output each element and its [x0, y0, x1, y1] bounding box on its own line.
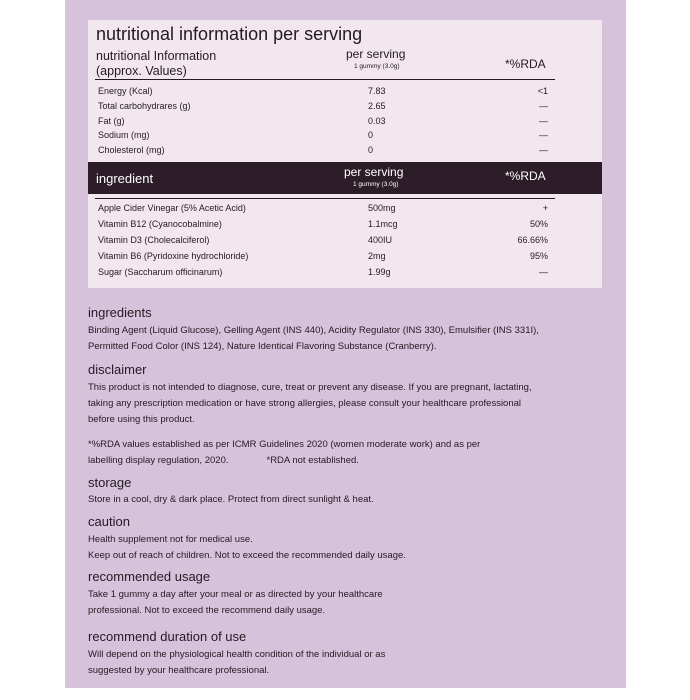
- storage-line: Store in a cool, dry & dark place. Protect from direct sunlight & heat.: [88, 494, 374, 505]
- ingredient-rda: 50%: [529, 219, 548, 229]
- caution-text: [88, 532, 406, 564]
- nutrient-value: 2.65: [368, 101, 386, 111]
- nutrient-name: Energy (Kcal): [98, 86, 153, 96]
- nutrition-header-divider: [95, 79, 555, 80]
- caution-line: Keep out of reach of children. Not to exceed the recommended daily usage.: [88, 550, 406, 561]
- nutrition-col-serving: per serving: [346, 47, 406, 61]
- ingredient-rda: 95%: [529, 251, 548, 261]
- ingredient-rda: —: [539, 267, 548, 277]
- nutrient-rda: —: [539, 101, 548, 111]
- ingredient-value: 1.1mcg: [368, 219, 398, 229]
- ingredient-col-serving: per serving: [344, 165, 404, 179]
- duration-line: suggested by your healthcare professional.: [88, 665, 270, 676]
- nutrition-row: [98, 86, 552, 101]
- usage-line: professional. Not to exceed the recommend daily usage.: [88, 605, 326, 616]
- duration-line: Will depend on the physiological health condition of the individual or as: [88, 649, 386, 660]
- ingredients-line: Permitted Food Color (INS 124), Nature Identical Flavoring Substance (Cranberry).: [88, 341, 437, 352]
- nutrient-rda: <1: [537, 86, 548, 96]
- ingredient-row: [98, 203, 552, 218]
- rda-note: [88, 437, 480, 469]
- nutrient-name: Cholesterol (mg): [98, 145, 165, 155]
- rda-not-established: *RDA not established.: [266, 455, 359, 466]
- caution-line: Health supplement not for medical use.: [88, 534, 253, 545]
- nutrition-col-name-line1: nutritional Information: [96, 49, 217, 63]
- nutrient-rda: —: [539, 130, 548, 140]
- rda-note-line: *%RDA values established as per ICMR Guidelines 2020 (women moderate work) and as per: [88, 439, 481, 450]
- nutrition-col-serving-sub: 1 gummy (3.0g): [354, 63, 400, 70]
- ingredient-rda: 66.66%: [517, 235, 548, 245]
- ingredient-name: Vitamin B6 (Pyridoxine hydrochloride): [98, 251, 249, 261]
- ingredient-row: [98, 267, 552, 282]
- nutrient-value: 0: [368, 130, 374, 140]
- ingredient-col-name: ingredient: [96, 171, 154, 186]
- ingredient-header-band: [88, 162, 602, 194]
- disclaimer-line: taking any prescription medication or have strong allergies, please consult your healthcare professional: [88, 398, 522, 409]
- usage-text: [88, 587, 383, 619]
- nutrition-row: [98, 130, 552, 145]
- nutrient-rda: —: [539, 116, 548, 126]
- ingredient-name: Vitamin D3 (Cholecalciferol): [98, 235, 210, 245]
- usage-heading: recommended usage: [88, 569, 211, 584]
- disclaimer-heading: disclaimer: [88, 362, 147, 377]
- nutrition-col-name-line2: (approx. Values): [96, 64, 187, 78]
- nutrient-name: Fat (g): [98, 116, 125, 126]
- duration-heading: recommend duration of use: [88, 629, 247, 644]
- ingredient-name: Vitamin B12 (Cyanocobalmine): [98, 219, 222, 229]
- ingredient-value: 400IU: [368, 235, 393, 245]
- nutrient-value: 7.83: [368, 86, 386, 96]
- nutrient-value: 0: [368, 145, 374, 155]
- ingredient-name: Sugar (Saccharum officinarum): [98, 267, 223, 277]
- ingredient-row: [98, 251, 552, 266]
- nutrient-name: Total carbohydrares (g): [98, 101, 191, 111]
- nutrition-col-rda: *%RDA: [505, 57, 546, 71]
- nutrient-rda: —: [539, 145, 548, 155]
- nutrition-title: nutritional information per serving: [96, 24, 363, 44]
- ingredient-col-serving-sub: 1 gummy (3.0g): [353, 181, 399, 188]
- ingredient-row: [98, 235, 552, 250]
- ingredient-value: 500mg: [368, 203, 396, 213]
- ingredient-name: Apple Cider Vinegar (5% Acetic Acid): [98, 203, 246, 213]
- usage-line: Take 1 gummy a day after your meal or as directed by your healthcare: [88, 589, 383, 600]
- caution-heading: caution: [88, 514, 130, 529]
- nutrition-col-name: [96, 49, 216, 79]
- rda-note-regulation: labelling display regulation, 2020.: [88, 455, 229, 466]
- ingredient-header-divider: [95, 198, 555, 199]
- ingredient-row: [98, 219, 552, 234]
- nutrient-name: Sodium (mg): [98, 130, 150, 140]
- nutrition-row: [98, 145, 552, 160]
- disclaimer-line: before using this product.: [88, 414, 195, 425]
- nutrition-row: [98, 116, 552, 131]
- ingredients-line: Binding Agent (Liquid Glucose), Gelling Agent (INS 440), Acidity Regulator (INS 330), Emulsifier (INS 331I),: [88, 325, 539, 336]
- ingredients-heading: ingredients: [88, 305, 152, 320]
- disclaimer-text: [88, 380, 532, 428]
- nutrient-value: 0.03: [368, 116, 386, 126]
- ingredients-text: [88, 323, 539, 355]
- nutrition-row: [98, 101, 552, 116]
- rda-note-line: [88, 453, 480, 469]
- ingredient-col-rda: *%RDA: [505, 169, 546, 183]
- ingredient-value: 2mg: [368, 251, 386, 261]
- ingredient-rda: +: [542, 203, 548, 213]
- duration-text: [88, 647, 385, 679]
- disclaimer-line: This product is not intended to diagnose, cure, treat or prevent any disease. If you are pregnant, lactating,: [88, 382, 532, 393]
- ingredient-value: 1.99g: [368, 267, 391, 277]
- storage-text: [88, 492, 374, 508]
- storage-heading: storage: [88, 475, 132, 490]
